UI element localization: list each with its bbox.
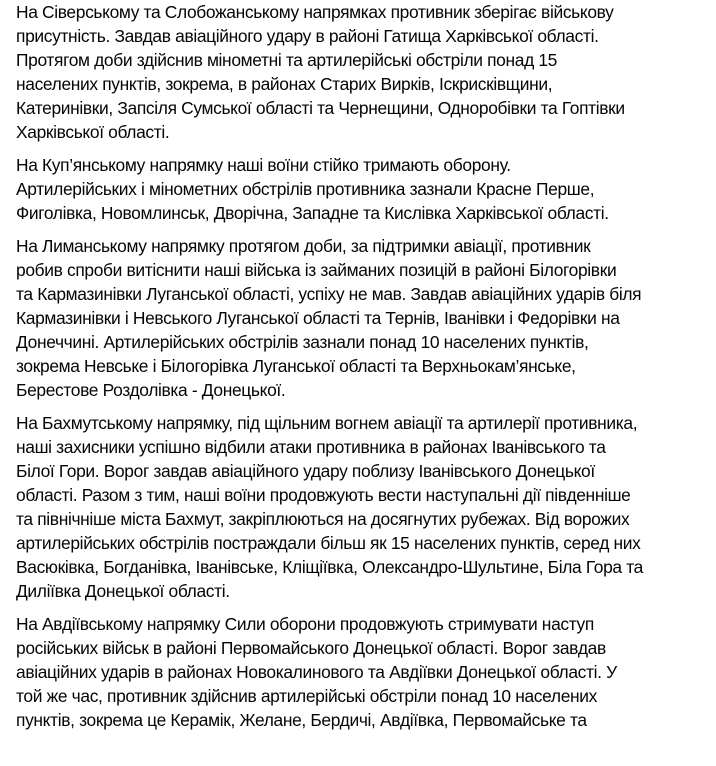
post-body: [16, 0, 716, 741]
paragraph-lyman: [16, 234, 716, 402]
text-line: Харківської області.: [16, 122, 170, 142]
paragraph-kupiansk: [16, 153, 716, 225]
text-line: пунктів, зокрема це Керамік, Желане, Бердичі, Авдіївка, Первомайське та: [16, 710, 587, 730]
paragraph-bakhmut: [16, 411, 716, 603]
text-line: той же час, противник здійснив артилерійські обстріли понад 10 населених: [16, 686, 597, 706]
text-line: На Бахмутському напрямку, під щільним вогнем авіації та артилерії противника,: [16, 413, 638, 433]
paragraph-siverskyi-slobozhanskyi: [16, 0, 716, 144]
text-line: На Лиманському напрямку протягом доби, за підтримки авіації, противник: [16, 236, 591, 256]
text-line: Донеччині. Артилерійських обстрілів зазнали понад 10 населених пунктів,: [16, 332, 589, 352]
text-line: артилерійських обстрілів постраждали більш як 15 населених пунктів, серед них: [16, 533, 641, 553]
text-line: На Куп’янському напрямку наші воїни стійко тримають оборону.: [16, 155, 511, 175]
text-line: На Авдіївському напрямку Сили оборони продовжують стримувати наступ: [16, 614, 594, 634]
text-line: населених пунктів, зокрема, в районах Старих Вирків, Іскрисківщини,: [16, 74, 553, 94]
text-line: Катеринівки, Запсіля Сумської області та Чернещини, Одноробівки та Гоптівки: [16, 98, 625, 118]
text-line: Кармазинівки і Невського Луганської області та Тернів, Іванівки і Федорівки на: [16, 308, 620, 328]
text-line: Фиголівка, Новомлинськ, Дворічна, Западне та Кислівка Харківської області.: [16, 203, 609, 223]
text-line: Артилерійських і мінометних обстрілів противника зазнали Красне Перше,: [16, 179, 595, 199]
text-line: Диліївка Донецької області.: [16, 581, 230, 601]
text-line: Протягом доби здійснив мінометні та артилерійські обстріли понад 15: [16, 50, 558, 70]
text-line: зокрема Невське і Білогорівка Луганської області та Верхньокам’янське,: [16, 356, 576, 376]
text-line: та Кармазинівки Луганської області, успіху не мав. Завдав авіаційних ударів біля: [16, 284, 642, 304]
text-line: області. Разом з тим, наші воїни продовжують вести наступальні дії південніше: [16, 485, 631, 505]
text-line: Берестове Роздолівка - Донецької.: [16, 380, 286, 400]
text-line: робив спроби витіснити наші війська із займаних позицій в районі Білогорівки: [16, 260, 617, 280]
paragraph-avdiivka: [16, 612, 716, 732]
text-line: На Сіверському та Слобожанському напрямках противник зберігає військову: [16, 2, 614, 22]
text-line: Васюківка, Богданівка, Іванівське, Кліщіївка, Олександро-Шультине, Біла Гора та: [16, 557, 643, 577]
text-line: авіаційних ударів в районах Новокалинового та Авдіївки Донецької області. У: [16, 662, 617, 682]
text-line: наші захисники успішно відбили атаки противника в районах Іванівського та: [16, 437, 606, 457]
text-line: Білої Гори. Ворог завдав авіаційного удару поблизу Іванівського Донецької: [16, 461, 595, 481]
text-line: російських військ в районі Первомайського Донецької області. Ворог завдав: [16, 638, 606, 658]
text-line: присутність. Завдав авіаційного удару в районі Гатища Харківської області.: [16, 26, 599, 46]
text-line: та північніше міста Бахмут, закріплюються на досягнутих рубежах. Від ворожих: [16, 509, 630, 529]
